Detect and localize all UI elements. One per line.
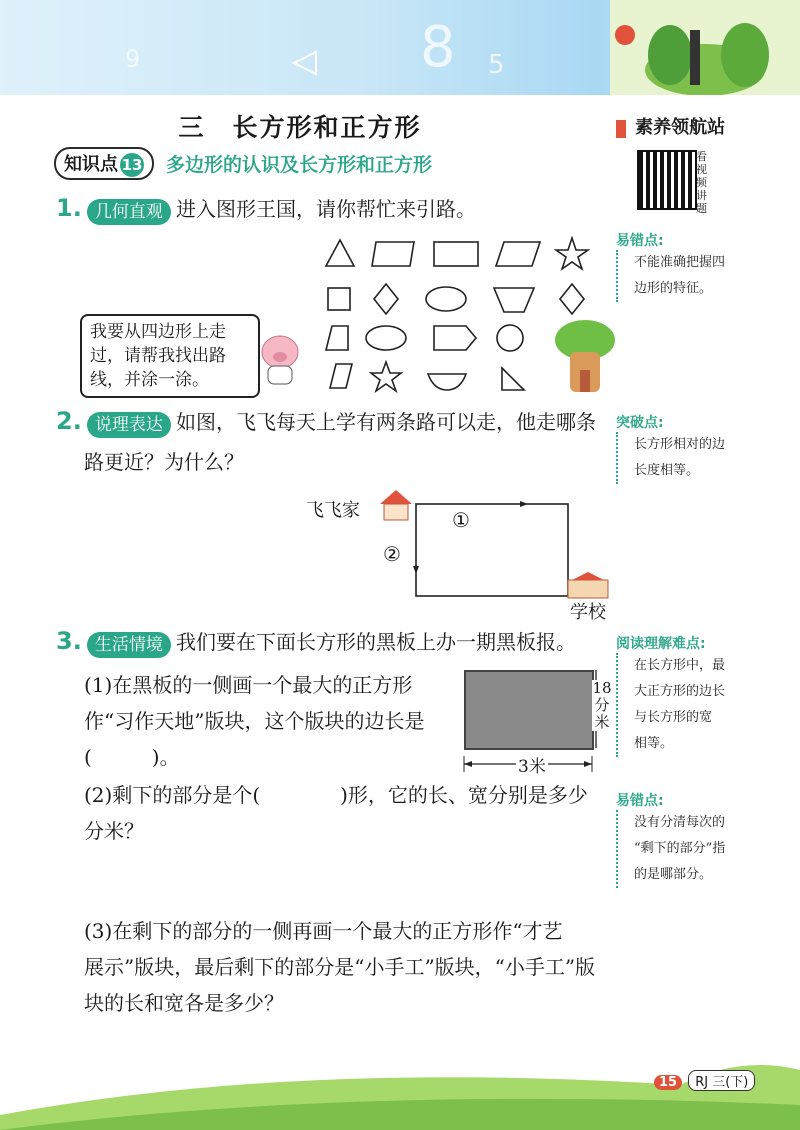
rectangle-shape[interactable] xyxy=(434,242,478,266)
deco-digit: 5 xyxy=(488,50,505,80)
question-3-part-3-line3: 块的长和宽各是多少？ xyxy=(84,991,284,1015)
square-shape[interactable] xyxy=(328,288,350,310)
question-3-part-2-line1[interactable]: (2)剩下的部分是个( )形，它的长、宽分别是多少 xyxy=(84,783,588,807)
question-1-header: 1. 几何直观 进入图形王国，请你帮忙来引路。 xyxy=(56,192,476,226)
question-3-part-3-line1: (3)在剩下的部分的一侧再画一个最大的正方形作“才艺 xyxy=(84,919,563,943)
pig-icon xyxy=(252,330,308,390)
bookmark-icon xyxy=(616,120,626,138)
question-2-header: 2. 说理表达 如图，飞飞每天上学有两条路可以走，他走哪条 路更近？为什么？ xyxy=(56,405,616,479)
knowledge-point-header xyxy=(54,146,432,180)
page-title: 三 长方形和正方形 xyxy=(178,113,422,142)
rhombus-shape[interactable] xyxy=(374,284,398,314)
pentagon-shape[interactable] xyxy=(434,326,476,350)
question-3-header: 3. 生活情境 我们要在下面长方形的黑板上办一期黑板报。 xyxy=(56,625,576,659)
star-shape[interactable] xyxy=(556,238,588,269)
parallelogram-shape[interactable] xyxy=(330,364,352,388)
route-2-label: ② xyxy=(383,542,401,566)
page-number: 15 xyxy=(654,1075,682,1090)
parallelogram-shape[interactable] xyxy=(372,242,414,266)
knowledge-point-title: 多边形的认识及长方形和正方形 xyxy=(166,153,433,176)
right-triangle-shape[interactable] xyxy=(502,368,524,390)
ellipse-shape[interactable] xyxy=(426,287,466,311)
school-label: 学校 xyxy=(570,602,606,623)
deco-digit: 8 xyxy=(420,15,456,80)
circle-shape[interactable] xyxy=(497,325,523,351)
knowledge-point-number: 13 xyxy=(120,153,144,177)
question-2-line2: 路更近？为什么？ xyxy=(84,450,244,474)
route-1-label: ① xyxy=(452,508,470,532)
question-3-text: 我们要在下面长方形的黑板上办一期黑板报。 xyxy=(176,630,577,654)
sidebar-note-3: 阅读理解难点: 在长方形中，最 大正方形的边长 与长方形的宽 相等。 xyxy=(616,633,792,757)
question-2-tag: 说理表达 xyxy=(87,412,171,438)
question-1-tag: 几何直观 xyxy=(87,199,171,225)
triangle-shape[interactable] xyxy=(326,240,354,266)
triangle-deco-icon xyxy=(290,48,320,78)
speech-bubble: 我要从四边形上走 过，请帮我找出路 线，并涂一涂。 xyxy=(80,314,260,398)
question-3-part-1-line1: (1)在黑板的一侧画一个最大的正方形 xyxy=(84,673,413,697)
rhombus-shape[interactable] xyxy=(560,284,584,314)
home-label: 飞飞家 xyxy=(306,500,360,521)
ellipse-shape[interactable] xyxy=(366,326,406,350)
width-label: 3米 xyxy=(516,752,548,777)
knowledge-point-tag: 知识点 13 xyxy=(54,147,154,180)
deco-digit: 9 xyxy=(125,45,141,73)
question-3-tag: 生活情境 xyxy=(87,632,171,658)
question-1-text: 进入图形王国，请你帮忙来引路。 xyxy=(176,197,477,221)
question-3-part-1-line2: 作“习作天地”版块，这个版块的边长是 xyxy=(84,709,425,733)
sidebar-note-2: 突破点: 长方形相对的边 长度相等。 xyxy=(616,412,792,484)
height-label: 18分米 xyxy=(592,679,612,731)
sidebar-note-1: 易错点: 不能准确把握四 边形的特征。 xyxy=(616,230,792,302)
half-circle-shape[interactable] xyxy=(428,374,466,390)
trapezoid-shape[interactable] xyxy=(494,288,534,312)
sidebar-heading: 素养领航站 xyxy=(616,113,792,139)
page-footer xyxy=(654,1070,755,1091)
school-icon xyxy=(566,572,610,600)
question-3-part-3-line2: 展示”版块，最后剩下的部分是“小手工”版块，“小手工”版 xyxy=(84,955,596,979)
leaf-illustration xyxy=(610,0,800,95)
question-3-part-2-line2: 分米？ xyxy=(84,819,144,843)
quadrilateral-shape[interactable] xyxy=(326,326,348,350)
question-2-line1: 如图，飞飞每天上学有两条路可以走，他走哪条 xyxy=(176,410,597,434)
parallelogram-shape[interactable] xyxy=(496,242,540,266)
tree-house-icon xyxy=(552,318,618,398)
question-3-part-1-answer[interactable]: ( )。 xyxy=(84,745,180,769)
qr-caption: 看视频讲题 xyxy=(696,150,707,215)
qr-code[interactable] xyxy=(637,150,697,210)
star-shape[interactable] xyxy=(371,362,401,391)
edition-label: RJ 三(下) xyxy=(688,1070,755,1091)
plant-icon xyxy=(610,0,800,95)
sidebar-note-4: 易错点: 没有分清每次的 “剩下的部分”指 的是哪部分。 xyxy=(616,790,792,888)
route-diagram xyxy=(408,498,578,608)
